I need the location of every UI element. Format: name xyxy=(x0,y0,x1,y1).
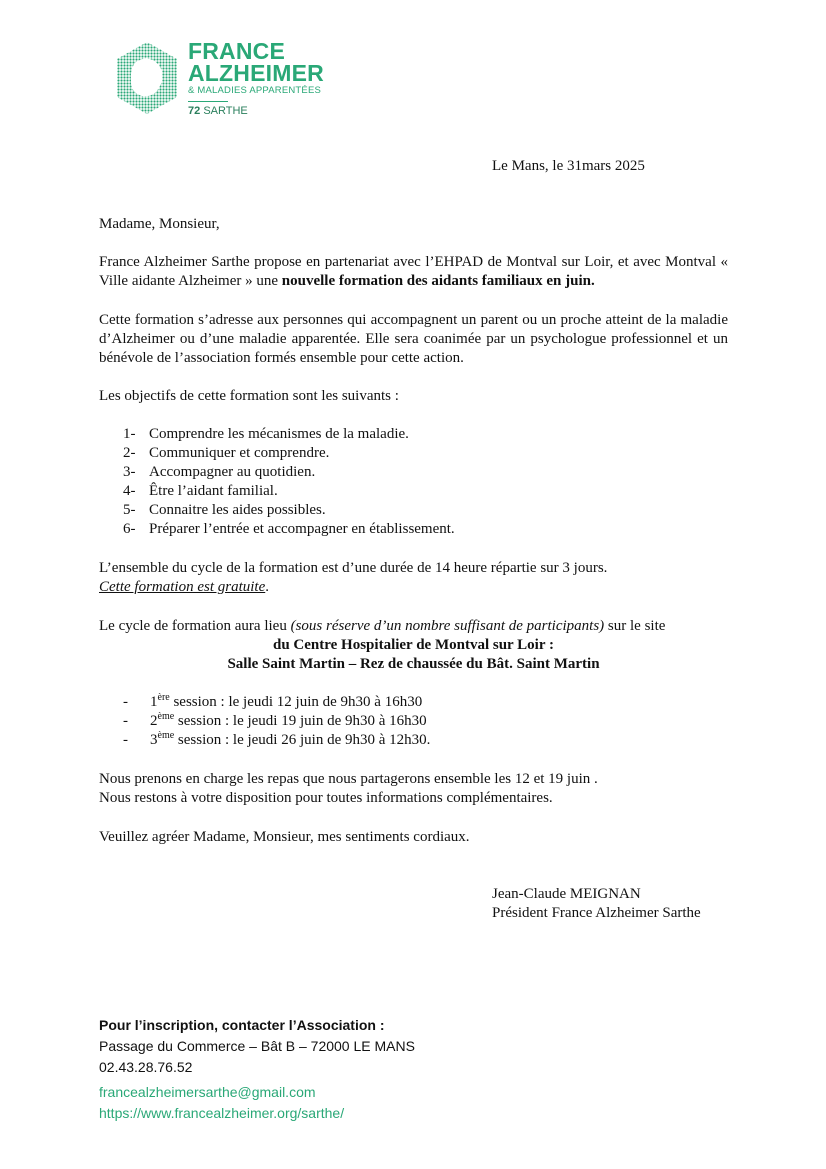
list-item: 1- Comprendre les mécanismes de la maladie. xyxy=(123,426,409,442)
footer-heading: Pour l’inscription, contacter l’Association : xyxy=(99,1017,385,1033)
availability-text: Nous restons à votre disposition pour toutes informations complémentaires. xyxy=(99,790,553,806)
letter-date: Le Mans, le 31mars 2025 xyxy=(492,158,645,174)
list-item: 5- Connaitre les aides possibles. xyxy=(123,502,326,518)
list-item: 2- Communiquer et comprendre. xyxy=(123,445,330,461)
footer-email-link[interactable]: francealzheimersarthe@gmail.com xyxy=(99,1084,316,1100)
logo-title-line2: ALZHEIMER xyxy=(188,60,324,86)
list-item: - 1ère session : le jeudi 12 juin de 9h30 à 16h30 xyxy=(123,692,423,710)
logo-department xyxy=(188,105,324,117)
list-item: - 2ème session : le jeudi 19 juin de 9h30 à 16h30 xyxy=(123,711,427,729)
paragraph-intro-text: France Alzheimer Sarthe propose en partenariat avec l’EHPAD de Montval sur Loir, et avec Montval « Ville aidante Alzheimer » une xyxy=(99,254,728,289)
objectives-list xyxy=(123,425,455,539)
logo xyxy=(114,40,354,122)
footer-address: Passage du Commerce – Bât B – 72000 LE MANS xyxy=(99,1038,415,1054)
list-item: 4- Être l’aidant familial. xyxy=(123,483,278,499)
logo-title-line1: FRANCE xyxy=(188,38,286,64)
closing-text: Veuillez agréer Madame, Monsieur, mes sentiments cordiaux. xyxy=(99,829,470,845)
free-note: Cette formation est gratuite. xyxy=(99,579,269,595)
venue-line-1: du Centre Hospitalier de Montval sur Loir : xyxy=(273,637,554,653)
footer-website-link[interactable]: https://www.francealzheimer.org/sarthe/ xyxy=(99,1105,345,1121)
logo-dept-name: SARTHE xyxy=(203,105,248,117)
signature-title: Président France Alzheimer Sarthe xyxy=(492,905,701,921)
location-condition: (sous réserve d’un nombre suffisant de participants) xyxy=(290,618,605,634)
sessions-list xyxy=(123,693,430,750)
list-item: 6- Préparer l’entrée et accompagner en établissement. xyxy=(123,521,455,537)
paragraph-intro xyxy=(99,253,728,291)
footer-contact xyxy=(99,1015,415,1124)
signature-name: Jean-Claude MEIGNAN xyxy=(492,886,641,902)
objectives-intro: Les objectifs de cette formation sont les suivants : xyxy=(99,388,399,404)
free-note-text: Cette formation est gratuite xyxy=(99,579,266,595)
location-text: Le cycle de formation aura lieu (sous réserve d’un nombre suffisant de participants) sur le site xyxy=(99,618,666,634)
paragraph-audience: Cette formation s’adresse aux personnes qui accompagnent un parent ou un proche atteint de la maladie d’Alzheimer ou d’une maladie apparentée. Elle sera coanimée par un psychologue professionnel et un bénévole de l’association formés ensemble pour cette action. xyxy=(99,312,728,366)
paragraph-intro-bold: nouvelle formation des aidants familiaux en juin. xyxy=(281,273,595,289)
meals-text: Nous prenons en charge les repas que nous partagerons ensemble les 12 et 19 juin . xyxy=(99,771,598,787)
list-item: - 3ème session : le jeudi 26 juin de 9h30 à 12h30. xyxy=(123,730,431,748)
logo-dept-num: 72 xyxy=(188,105,201,117)
footer-phone: 02.43.28.76.52 xyxy=(99,1059,193,1075)
duration-text: L’ensemble du cycle de la formation est d’une durée de 14 heure répartie sur 3 jours. xyxy=(99,560,608,576)
hexagon-logo-icon xyxy=(114,40,180,116)
logo-subtitle: & MALADIES APPARENTÉES xyxy=(188,85,322,96)
salutation: Madame, Monsieur, xyxy=(99,216,220,232)
logo-divider xyxy=(188,101,228,102)
list-item: 3- Accompagner au quotidien. xyxy=(123,464,316,480)
venue-line-2: Salle Saint Martin – Rez de chaussée du Bât. Saint Martin xyxy=(227,656,600,672)
